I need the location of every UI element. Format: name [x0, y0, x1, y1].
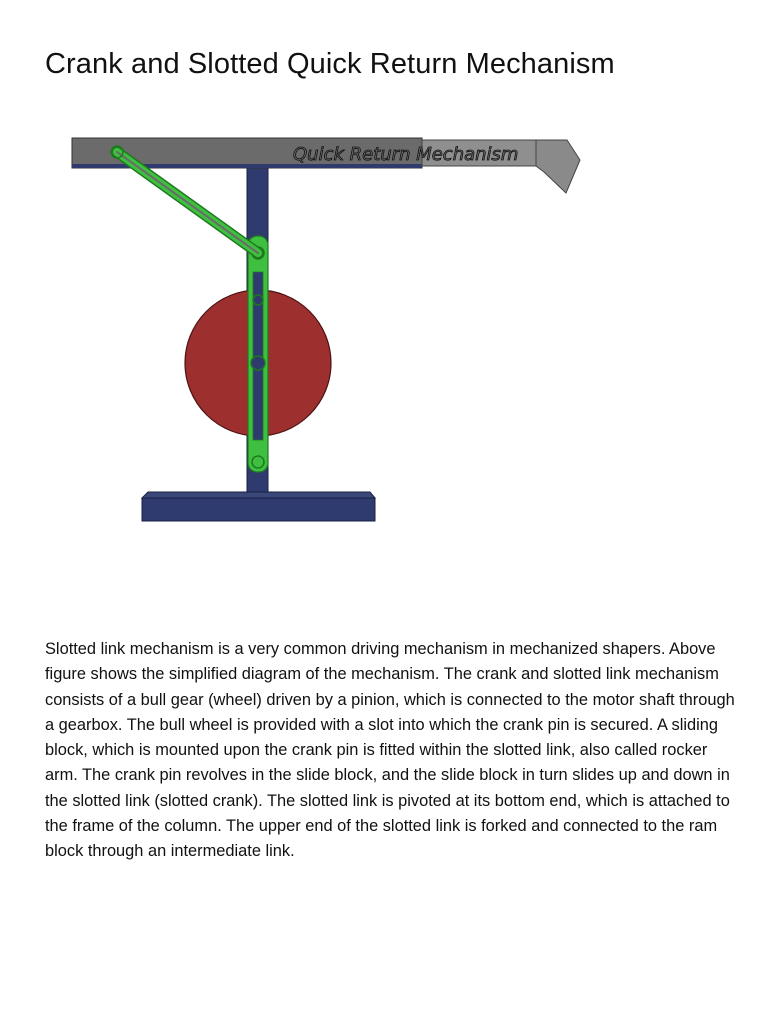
base-plate: [142, 492, 375, 521]
tool-head: [536, 140, 580, 193]
slotted-link: [248, 236, 268, 472]
banner-text: Quick Return Mechanism: [293, 144, 519, 165]
description-paragraph: Slotted link mechanism is a very common driving mechanism in mechanized shapers. Above figure shows the simplified diagram of the mechanism. The crank and slotted link mechanism consists of a bull gear (wheel) driven by a pinion, which is connected to the motor shaft through a gearbox. The bull wheel is provided with a slot into which the crank pin is secured. A sliding block, which is mounted upon the crank pin is fitted within the slotted link, also called rocker arm. The crank pin revolves in the slide block, and the slide block in turn slides up and down in the slotted link (slotted crank). The slotted link is pivoted at its bottom end, which is attached to the frame of the column. The upper end of the slotted link is forked and connected to the ram block through an intermediate link.: [45, 640, 735, 861]
wheel-center-pin: [251, 356, 265, 370]
page-title: Crank and Slotted Quick Return Mechanism: [45, 48, 615, 80]
